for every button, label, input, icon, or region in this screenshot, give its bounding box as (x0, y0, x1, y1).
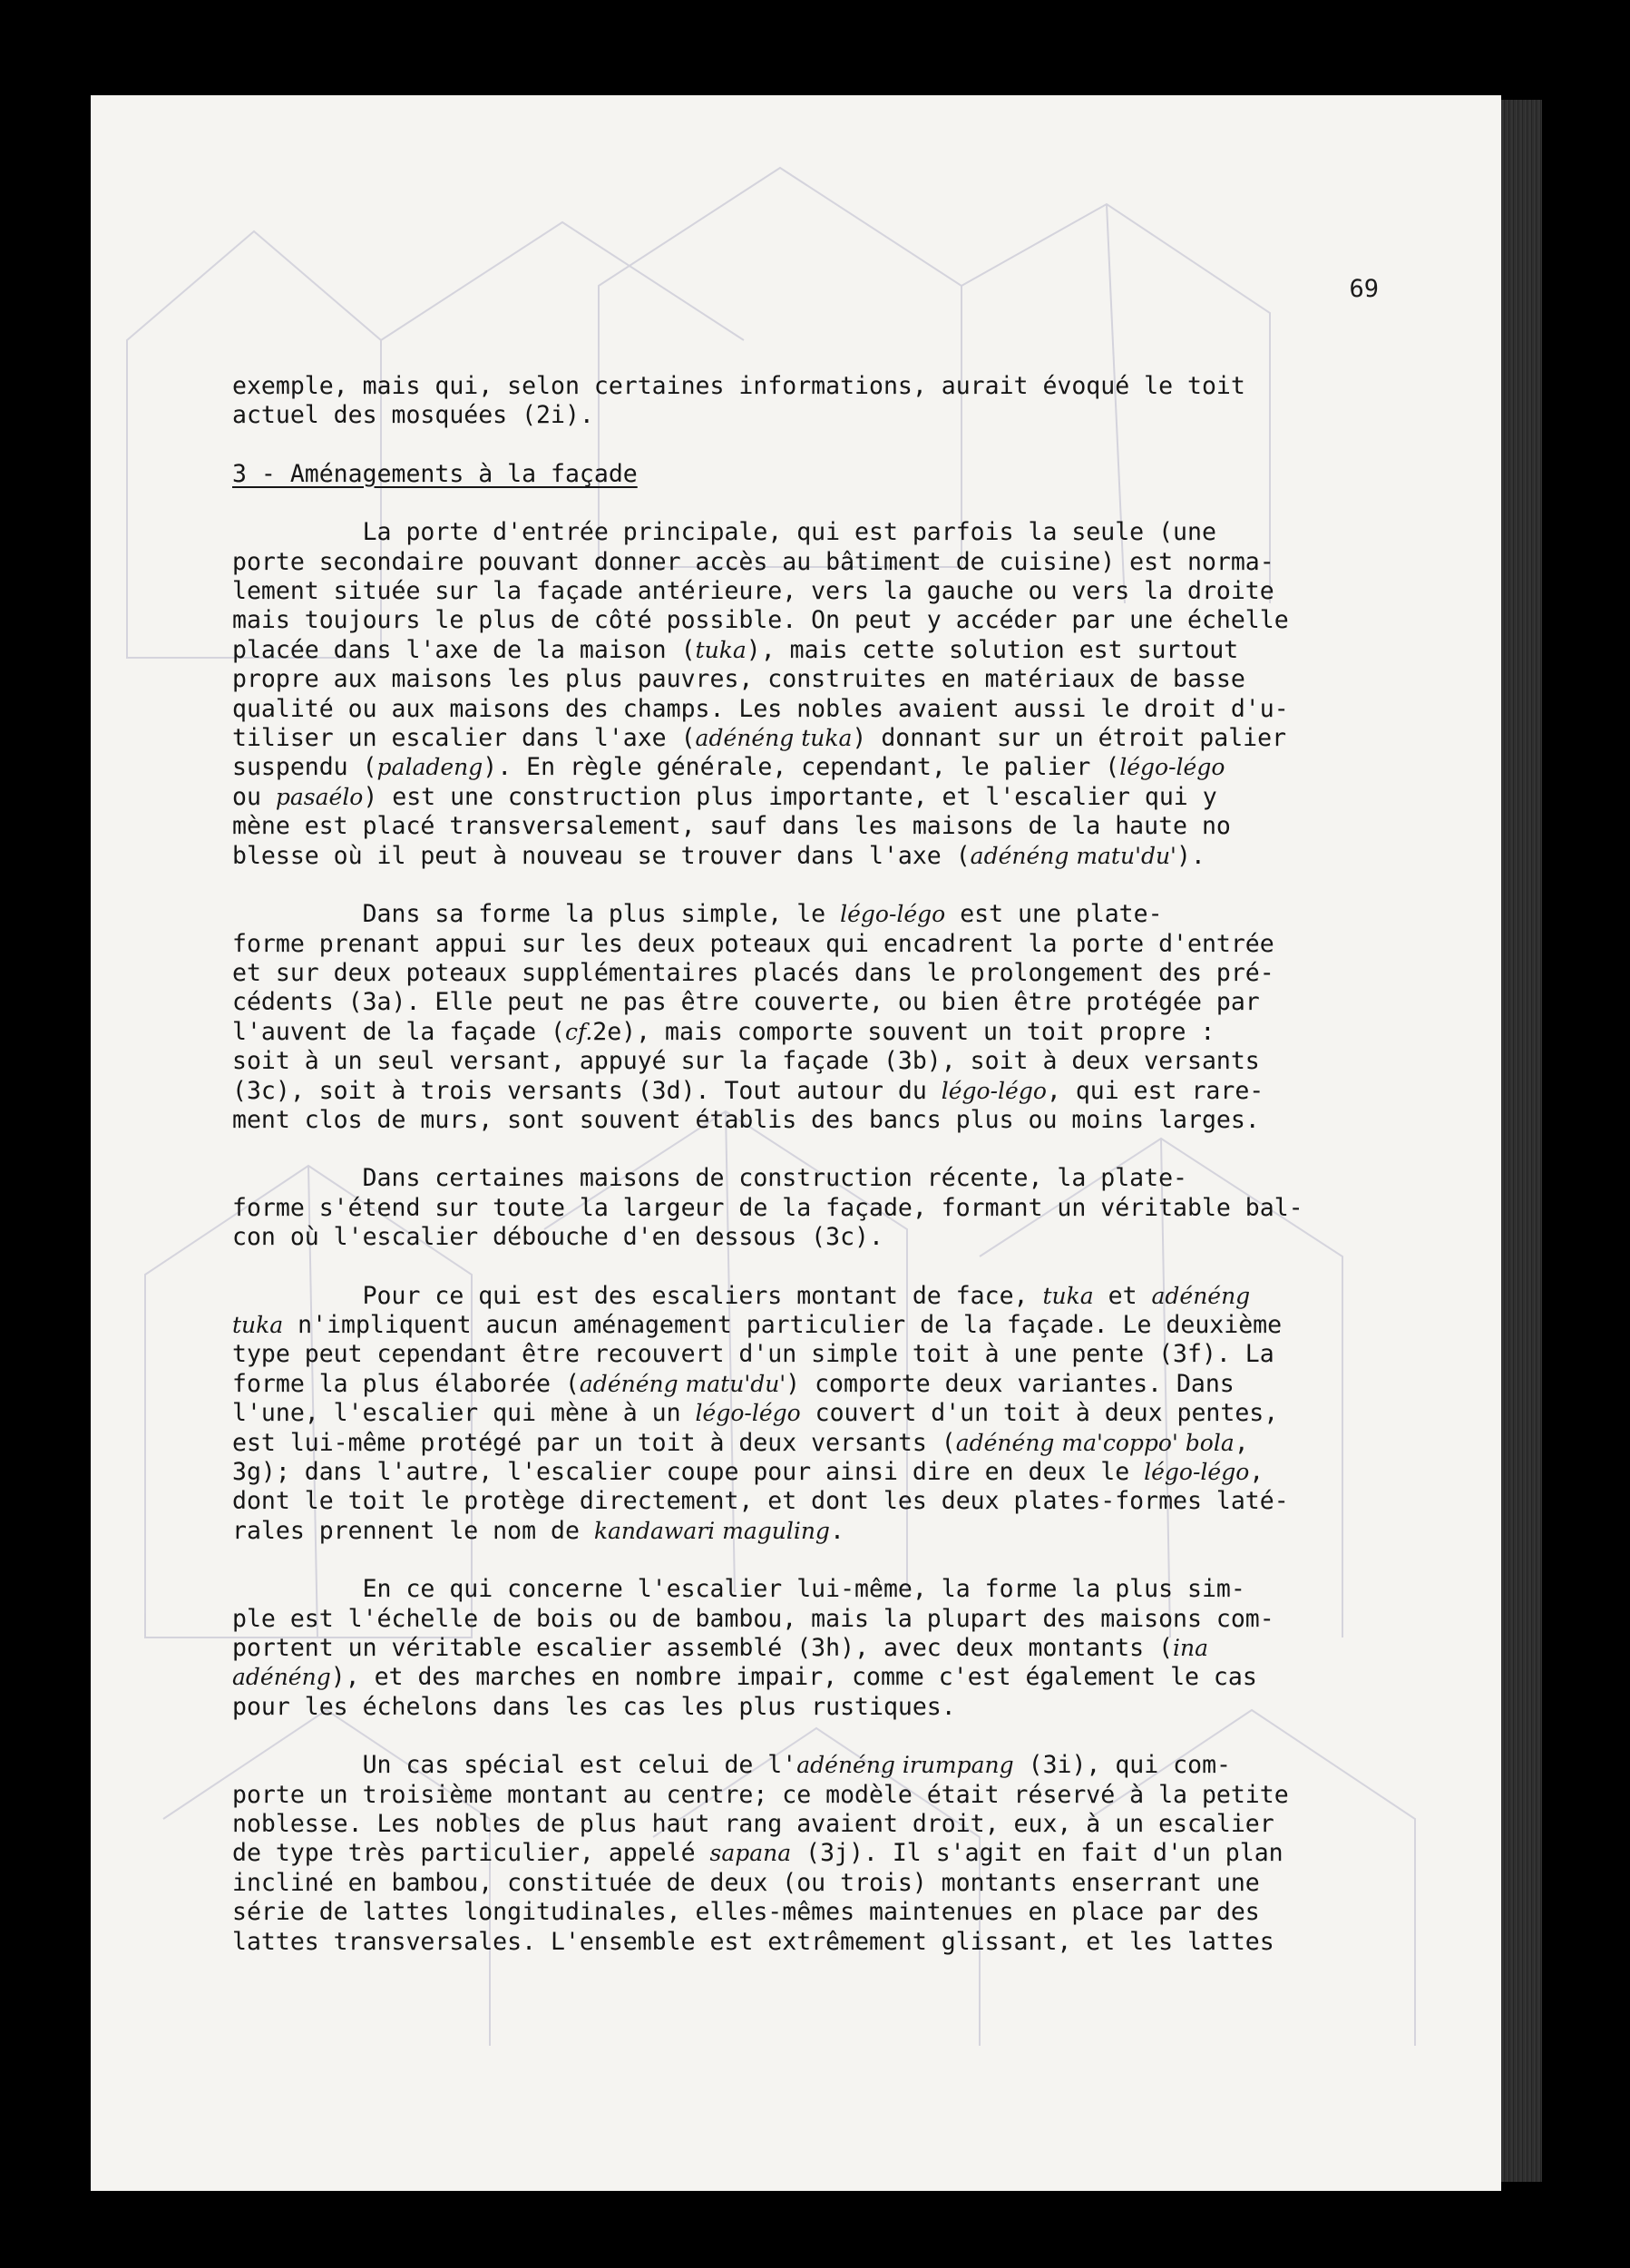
text-line: l'une, l'escalier qui mène à un légo-légo couvert d'un toit à deux pentes, (232, 1399, 1279, 1428)
text-line: mène est placé transversalement, sauf dans les maisons de la haute no (232, 812, 1231, 841)
text-line: placée dans l'axe de la maison (tuka), mais cette solution est surtout (232, 635, 1239, 664)
text-line: porte secondaire pouvant donner accès au bâtiment de cuisine) est norma- (232, 547, 1274, 576)
text-line: blesse où il peut à nouveau se trouver dans l'axe (adénéng matu'du'). (232, 841, 1205, 870)
text-line: exemple, mais qui, selon certaines informations, aurait évoqué le toit (232, 372, 1245, 400)
text-line: 3g); dans l'autre, l'escalier coupe pour ainsi dire en deux le légo-légo, (232, 1458, 1264, 1486)
text-line: Pour ce qui est des escaliers montant de face, tuka et adénéng (232, 1281, 1251, 1310)
text-line: forme la plus élaborée (adénéng matu'du') comporte deux variantes. Dans (232, 1369, 1235, 1398)
text-line: actuel des mosquées (2i). (232, 401, 594, 430)
text-line: lattes transversales. L'ensemble est extrêmement glissant, et les lattes (232, 1927, 1274, 1956)
text-line: type peut cependant être recouvert d'un simple toit à une pente (3f). La (232, 1340, 1274, 1369)
text-line: portent un véritable escalier assemblé (3h), avec deux montants (ina (232, 1634, 1209, 1663)
text-line: Dans certaines maisons de construction récente, la plate- (232, 1164, 1187, 1193)
text-line: et sur deux poteaux supplémentaires placés dans le prolongement des pré- (232, 958, 1274, 987)
text-line: noblesse. Les nobles de plus haut rang avaient droit, eux, à un escalier (232, 1810, 1274, 1839)
text-line: qualité ou aux maisons des champs. Les nobles avaient aussi le droit d'u- (232, 694, 1289, 723)
text-line: de type très particulier, appelé sapana (3j). Il s'agit en fait d'un plan (232, 1839, 1284, 1868)
text-line: En ce qui concerne l'escalier lui-même, la forme la plus sim- (232, 1575, 1245, 1604)
text-line: lement située sur la façade antérieure, vers la gauche ou vers la droite (232, 577, 1274, 606)
body-text (232, 372, 1439, 1957)
section-heading: 3 - Aménagements à la façade (232, 459, 638, 488)
text-line: Un cas spécial est celui de l'adénéng irumpang (3i), qui com- (232, 1751, 1231, 1780)
page-number: 69 (1349, 275, 1379, 303)
text-line: incliné en bambou, constituée de deux (ou trois) montants enserrant une (232, 1868, 1260, 1897)
text-line: est lui-même protégé par un toit à deux versants (adénéng ma'coppo' bola, (232, 1428, 1249, 1457)
text-line: dont le toit le protège directement, et dont les deux plates-formes laté- (232, 1487, 1289, 1516)
text-line: rales prennent le nom de kandawari maguling. (232, 1516, 844, 1545)
text-line: adénéng), et des marches en nombre impair, comme c'est également le cas (232, 1663, 1257, 1692)
text-line: porte un troisième montant au centre; ce modèle était réservé à la petite (232, 1780, 1289, 1809)
text-line: l'auvent de la façade (cf.2e), mais comporte souvent un toit propre : (232, 1017, 1215, 1046)
text-line: suspendu (paladeng). En règle générale, cependant, le palier (légo-légo (232, 753, 1225, 782)
text-line: (3c), soit à trois versants (3d). Tout autour du légo-légo, qui est rare- (232, 1076, 1264, 1105)
text-line: forme prenant appui sur les deux poteaux qui encadrent la porte d'entrée (232, 929, 1274, 958)
text-line: ment clos de murs, sont souvent établis des bancs plus ou moins larges. (232, 1105, 1260, 1134)
text-line: con où l'escalier débouche d'en dessous (3c). (232, 1223, 883, 1252)
text-line: série de lattes longitudinales, elles-mêmes maintenues en place par des (232, 1898, 1260, 1927)
document-page (91, 95, 1501, 2191)
text-line: cédents (3a). Elle peut ne pas être couverte, ou bien être protégée par (232, 988, 1260, 1017)
text-line: ou pasaélo) est une construction plus importante, et l'escalier qui y (232, 782, 1217, 811)
text-line: soit à un seul versant, appuyé sur la façade (3b), soit à deux versants (232, 1047, 1260, 1076)
text-line: La porte d'entrée principale, qui est parfois la seule (une (232, 518, 1216, 547)
text-line: ple est l'échelle de bois ou de bambou, mais la plupart des maisons com- (232, 1604, 1274, 1633)
text-line: tuka n'impliquent aucun aménagement particulier de la façade. Le deuxième (232, 1310, 1283, 1339)
text-line: Dans sa forme la plus simple, le légo-légo est une plate- (232, 900, 1163, 929)
text-line: forme s'étend sur toute la largeur de la façade, formant un véritable bal- (232, 1193, 1303, 1222)
text-line: pour les échelons dans les cas les plus rustiques. (232, 1692, 956, 1721)
text-line: tiliser un escalier dans l'axe (adénéng tuka) donnant sur un étroit palier (232, 724, 1287, 753)
text-line: propre aux maisons les plus pauvres, construites en matériaux de basse (232, 665, 1245, 694)
text-line: mais toujours le plus de côté possible. On peut y accéder par une échelle (232, 606, 1289, 635)
